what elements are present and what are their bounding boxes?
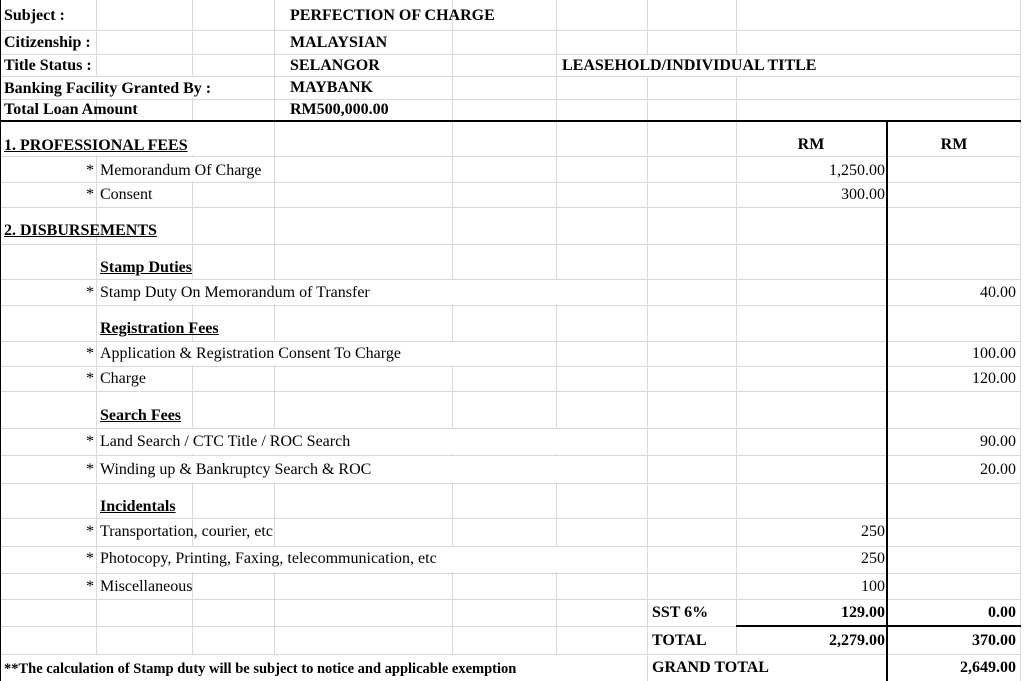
bank-value: MAYBANK — [290, 79, 373, 96]
line-item-label: Photocopy, Printing, Faxing, telecommunication, etc — [100, 550, 437, 567]
loan-label: Total Loan Amount — [4, 101, 138, 118]
grid-line — [0, 30, 1021, 31]
line-item-label: Consent — [100, 186, 153, 203]
bank-label: Banking Facility Granted By : — [4, 80, 212, 97]
section-heading-disbursements: 2. DISBURSEMENTS — [4, 222, 157, 239]
title-type: LEASEHOLD/INDIVIDUAL TITLE — [562, 57, 817, 74]
grid-line — [0, 182, 1021, 183]
table-border — [886, 121, 888, 681]
line-item-label: Stamp Duty On Memorandum of Transfer — [100, 284, 370, 301]
bullet: * — [86, 370, 94, 387]
line-item-amount: 250 — [861, 550, 885, 567]
bullet: * — [86, 345, 94, 362]
grid-line — [0, 391, 1021, 392]
line-item-amount: 250 — [861, 523, 885, 540]
grid-line — [0, 207, 1021, 208]
bullet: * — [86, 284, 94, 301]
grid-line — [0, 518, 1021, 519]
bullet: * — [86, 461, 94, 478]
stamp-duty-note: **The calculation of Stamp duty will be subject to notice and applicable exemption — [4, 661, 517, 677]
bullet: * — [86, 162, 94, 179]
column-header-rm: RM — [797, 136, 825, 153]
bullet: * — [86, 523, 94, 540]
line-item-label: Charge — [100, 370, 146, 387]
grid-line — [0, 305, 1021, 306]
grid-line — [0, 483, 1021, 484]
citizenship-value: MALAYSIAN — [290, 34, 388, 51]
grand-total-amount: 2,649.00 — [960, 659, 1016, 676]
line-item-label: Application & Registration Consent To Charge — [100, 345, 401, 362]
grid-line — [0, 244, 1021, 245]
line-item-label: Memorandum Of Charge — [100, 162, 262, 179]
grand-total-label: GRAND TOTAL — [652, 659, 769, 676]
bullet: * — [86, 186, 94, 203]
bullet: * — [86, 550, 94, 567]
line-item-amount: 90.00 — [980, 433, 1016, 450]
grid-line — [0, 366, 1021, 367]
total-label: TOTAL — [652, 632, 707, 649]
title-status-value: SELANGOR — [290, 57, 380, 74]
sst-label: SST 6% — [652, 604, 709, 621]
grid-line — [0, 573, 1021, 574]
loan-value: RM500,000.00 — [290, 101, 389, 118]
title-status-label: Title Status : — [4, 57, 92, 74]
line-item-amount: 100 — [861, 578, 885, 595]
line-item-label: Winding up & Bankruptcy Search & ROC — [100, 461, 372, 478]
total-amount: 2,279.00 — [829, 632, 885, 649]
line-item-label: Miscellaneous — [100, 578, 193, 595]
line-item-label: Transportation, courier, etc — [100, 523, 273, 540]
table-border — [0, 120, 1021, 122]
sst-amount: 0.00 — [988, 604, 1016, 621]
line-item-amount: 120.00 — [972, 370, 1016, 387]
line-item-amount: 300.00 — [841, 186, 885, 203]
line-item-amount: 40.00 — [980, 284, 1016, 301]
line-item-amount: 100.00 — [972, 345, 1016, 362]
table-border — [736, 625, 887, 627]
bullet: * — [86, 578, 94, 595]
subheading-registration-fees: Registration Fees — [100, 320, 219, 337]
subheading-stamp-duties: Stamp Duties — [100, 259, 193, 276]
line-item-amount: 1,250.00 — [829, 162, 885, 179]
column-header-rm: RM — [940, 136, 968, 153]
total-amount: 370.00 — [972, 632, 1016, 649]
line-item-label: Land Search / CTC Title / ROC Search — [100, 433, 351, 450]
grid-line — [0, 599, 1021, 600]
subheading-search-fees: Search Fees — [100, 407, 182, 424]
subject-label: Subject : — [4, 7, 65, 24]
citizenship-label: Citizenship : — [4, 34, 91, 51]
grid-line — [0, 99, 1021, 100]
sst-amount: 129.00 — [841, 604, 885, 621]
line-item-amount: 20.00 — [980, 461, 1016, 478]
table-border — [887, 625, 1021, 627]
subject-value: PERFECTION OF CHARGE — [290, 7, 495, 24]
section-heading-professional: 1. PROFESSIONAL FEES — [4, 137, 188, 154]
bullet: * — [86, 433, 94, 450]
table-border — [0, 0, 1, 681]
subheading-incidentals: Incidentals — [100, 498, 176, 515]
